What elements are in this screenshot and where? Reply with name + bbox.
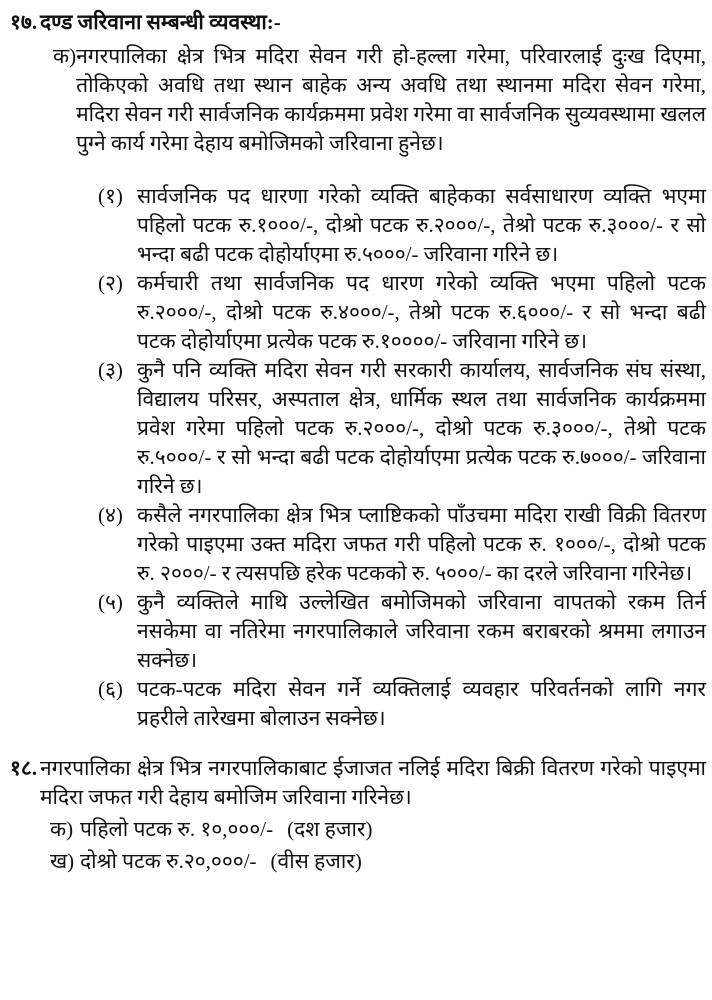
subclause-2-text: कर्मचारी तथा सार्वजनिक पद धारण गरेको व्यक्ति भएमा पहिलो पटक रु.२०००/-, दोश्रो पटक रु.४०००/-, तेश्रो पटक रु.६०००/- र सो भन्दा बढी पटक दोहोर्याएमा प्रत्येक पटक रु.१००००/- जरिवाना गरिने छ। xyxy=(137,271,706,353)
subclause-2-label: (२) xyxy=(98,271,123,295)
subclause-3 xyxy=(98,356,706,501)
subclause-3-text: कुनै पनि व्यक्ति मदिरा सेवन गरी सरकारी कार्यालय, सार्वजनिक संघ संस्था, विद्यालय परिसर, अस्पताल क्षेत्र, धार्मिक स्थल तथा सार्वजनिक कार्यक्रममा प्रवेश गरेमा पहिलो पटक रु.२०००/-, दोश्रो पटक रु.३०००/-, तेश्रो पटक रु.५०००/- र सो भन्दा बढी पटक दोहोर्याएमा प्रत्येक पटक रु.७०००/- जरिवाना गरिने छ। xyxy=(137,358,706,498)
fine-item-kha-amount: दोश्रो पटक रु.२०,०००/- xyxy=(80,849,257,873)
section-18-number: १८. xyxy=(10,756,38,780)
subclause-4 xyxy=(98,501,706,588)
subclause-1 xyxy=(98,182,706,269)
section-17-title: दण्ड जरिवाना सम्बन्धी व्यवस्था:- xyxy=(40,10,281,34)
subclause-2 xyxy=(98,269,706,356)
clause-ka xyxy=(53,42,706,158)
section-18-paragraph xyxy=(10,754,706,812)
fine-item-ka xyxy=(50,815,706,844)
section-17-heading xyxy=(10,8,706,37)
subclause-6 xyxy=(98,675,706,733)
subclause-6-text: पटक-पटक मदिरा सेवन गर्ने व्यक्तिलाई व्यवहार परिवर्तनको लागि नगर प्रहरीले तारेखमा बोलाउन सक्नेछ। xyxy=(137,677,706,730)
fine-item-ka-note: (दश हजार) xyxy=(287,817,373,841)
section-17 xyxy=(10,8,706,733)
subclause-3-label: (३) xyxy=(98,358,123,382)
section-18-text: नगरपालिका क्षेत्र भित्र नगरपालिकाबाट ईजाजत नलिई मदिरा बिक्री वितरण गरेको पाइएमा मदिरा जफत गरी देहाय बमोजिम जरिवाना गरिनेछ। xyxy=(40,756,706,809)
fine-item-ka-amount: पहिलो पटक रु. १०,०००/- xyxy=(80,817,274,841)
subclause-5 xyxy=(98,588,706,675)
subclause-4-label: (४) xyxy=(98,503,123,527)
fine-item-list xyxy=(50,815,706,876)
clause-ka-label: क) xyxy=(53,44,77,68)
clause-ka-text: नगरपालिका क्षेत्र भित्र मदिरा सेवन गरी हो-हल्ला गरेमा, परिवारलाई दुःख दिएमा, तोकिएको अवधि तथा स्थान बाहेक अन्य अवधि तथा स्थानमा मदिरा सेवन गरेमा, मदिरा सेवन गरी सार्वजनिक कार्यक्रममा प्रवेश गरेमा वा सार्वजनिक सुव्यवस्थामा खलल पुग्ने कार्य गरेमा देहाय बमोजिमको जरिवाना हुनेछ। xyxy=(76,44,706,155)
subclause-5-label: (५) xyxy=(98,590,123,614)
subclause-1-label: (१) xyxy=(98,184,123,208)
section-18 xyxy=(10,754,706,876)
subclause-list xyxy=(10,182,706,733)
subclause-4-text: कसैले नगरपालिका क्षेत्र भित्र प्लाष्टिकको पाँउचमा मदिरा राखी विक्री वितरण गरेको पाइएमा उक्त मदिरा जफत गरी पहिलो पटक रु. १०००/-, दोश्रो पटक रु. २०००/- र त्यसपछि हरेक पटकको रु. ५०००/- का दरले जरिवाना गरिनेछ। xyxy=(137,503,706,585)
section-17-number: १७. xyxy=(10,10,38,34)
fine-item-ka-label: क) xyxy=(50,817,74,841)
subclause-6-label: (६) xyxy=(98,677,123,701)
subclause-5-text: कुनै व्यक्तिले माथि उल्लेखित बमोजिमको जरिवाना वापतको रकम तिर्न नसकेमा वा नतिरेमा नगरपालिकाले जरिवाना रकम बराबरको श्रममा लगाउन सक्नेछ। xyxy=(137,590,706,672)
fine-item-kha xyxy=(50,847,706,876)
fine-item-kha-note: (वीस हजार) xyxy=(270,849,362,873)
fine-item-kha-label: ख) xyxy=(50,849,75,873)
subclause-1-text: सार्वजनिक पद धारणा गरेको व्यक्ति बाहेकका सर्वसाधारण व्यक्ति भएमा पहिलो पटक रु.१०००/-, दोश्रो पटक रु.२०००/-, तेश्रो पटक रु.३०००/- र सो भन्दा बढी पटक दोहोर्याएमा रु.५०००/- जरिवाना गरिने छ। xyxy=(137,184,706,266)
